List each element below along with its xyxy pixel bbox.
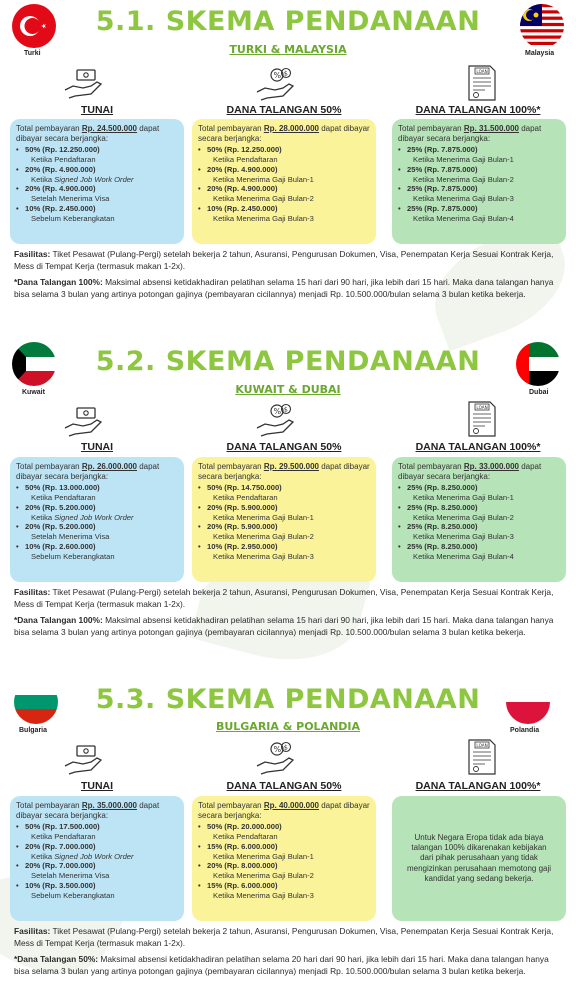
installment-desc: Ketika Menerima Gaji Bulan-2: [213, 532, 314, 542]
installment-amount: • 25% (Rp. 8.250.000): [398, 522, 560, 532]
column-title-dana-100: DANA TALANGAN 100%*: [415, 104, 541, 116]
installment-amount: • 20% (Rp. 4.900.000): [198, 165, 370, 175]
svg-text:LOAN: LOAN: [476, 69, 488, 74]
facilities-note: Fasilitas: Tiket Pesawat (Pulang-Pergi) setelah bekerja 2 tahun, Asuransi, Pengurusan Dokumen, Visa, Penempatan Kerja Sesuai Kontrak Kerja, Mess di Tempat Kerja (termasuk makan 1-2x).: [14, 926, 554, 949]
installment-amount: • 50% (Rp. 12.250.000): [16, 145, 178, 155]
column-title-tunai: TUNAI: [80, 441, 114, 453]
flag-label: Kuwait: [22, 389, 45, 396]
installment-desc: Ketika Menerima Gaji Bulan-1: [413, 155, 514, 165]
section-title: 5.3. SKEMA PENDANAAN: [95, 684, 481, 715]
installment-amount: • 10% (Rp. 2.450.000): [16, 204, 178, 214]
installment-desc: Ketika Menerima Gaji Bulan-2: [413, 512, 514, 522]
installment-desc: Ketika Signed Job Work Order: [31, 174, 134, 184]
installment-amount: • 50% (Rp. 13.000.000): [16, 483, 178, 493]
installment-amount: • 20% (Rp. 4.900.000): [198, 184, 370, 194]
column-title-dana-50: DANA TALANGAN 50%: [226, 780, 342, 792]
installment-desc: Setelah Menerima Visa: [31, 532, 110, 542]
installment-desc: Ketika Pendaftaran: [213, 155, 278, 165]
installment-desc: Setelah Menerima Visa: [31, 871, 110, 881]
section-subtitle: KUWAIT & DUBAI: [235, 383, 341, 396]
installment-desc: Ketika Menerima Gaji Bulan-3: [213, 551, 314, 561]
hand-percent-icon: [255, 66, 299, 102]
svg-text:%: %: [273, 71, 282, 80]
installment-amount: • 50% (Rp. 17.500.000): [16, 822, 178, 832]
installment-desc: Ketika Pendaftaran: [31, 832, 96, 842]
installment-desc: Sebelum Keberangkatan: [31, 890, 115, 900]
column-title-tunai: TUNAI: [80, 104, 114, 116]
flag-label: Dubai: [529, 389, 549, 396]
facilities-note: Fasilitas: Tiket Pesawat (Pulang-Pergi) setelah bekerja 2 tahun, Asuransi, Pengurusan Dokumen, Visa, Penempatan Kerja Sesuai Kontrak Kerja, Mess di Tempat Kerja (termasuk makan 1-2x).: [14, 249, 554, 272]
installment-desc: Ketika Pendaftaran: [213, 832, 278, 842]
installment-desc: Ketika Pendaftaran: [31, 493, 96, 503]
section-subtitle: BULGARIA & POLANDIA: [215, 720, 361, 733]
hand-money-icon: [63, 744, 105, 776]
flag-label: Bulgaria: [19, 727, 48, 734]
installment-amount: • 15% (Rp. 6.000.000): [198, 881, 370, 891]
installment-amount: • 25% (Rp. 8.250.000): [398, 503, 560, 513]
installment-amount: • 20% (Rp. 7.000.000): [16, 861, 178, 871]
installment-desc: Ketika Pendaftaran: [213, 493, 278, 503]
installment-desc: Ketika Menerima Gaji Bulan-1: [213, 512, 314, 522]
installment-amount: • 50% (Rp. 20.000.000): [198, 822, 370, 832]
svg-text:$: $: [283, 405, 288, 414]
installment-amount: • 20% (Rp. 7.000.000): [16, 842, 178, 852]
payment-box-dana-50: Total pembayaran Rp. 40.000.000 dapat dibayar secara berjangka: • 50% (Rp. 20.000.000) Ketika Pendaftaran • 15% (Rp. 6.000.000) Ketika Menerima Gaji Bulan-1 • 20% (Rp. 8.000.000) Ketika Menerima Gaji Bulan-2 • 15% (Rp. 6.000.000) Ketika Menerima Gaji Bulan-3: [192, 796, 376, 921]
installment-desc: Ketika Menerima Gaji Bulan-3: [213, 213, 314, 223]
installment-amount: • 10% (Rp. 2.950.000): [198, 542, 370, 552]
installment-desc: Ketika Menerima Gaji Bulan-3: [413, 532, 514, 542]
flag-label: Malaysia: [525, 50, 555, 57]
svg-text:$: $: [283, 743, 288, 752]
payment-box-tunai: Total pembayaran Rp. 26.000.000 dapat dibayar secara berjangka: • 50% (Rp. 13.000.000) Ketika Pendaftaran • 20% (Rp. 5.200.000) Ketika Signed Job Work Order • 20% (Rp. 5.200.000) Setelah Menerima Visa • 10% (Rp. 2.600.000) Sebelum Keberangkatan: [10, 457, 184, 582]
installment-amount: • 50% (Rp. 12.250.000): [198, 145, 370, 155]
installment-desc: Sebelum Keberangkatan: [31, 551, 115, 561]
column-title-dana-50: DANA TALANGAN 50%: [226, 104, 342, 116]
hand-percent-icon: [255, 402, 299, 438]
installment-desc: Ketika Menerima Gaji Bulan-1: [413, 493, 514, 503]
installment-desc: Ketika Menerima Gaji Bulan-2: [213, 194, 314, 204]
installment-amount: • 20% (Rp. 5.900.000): [198, 503, 370, 513]
installment-desc: Ketika Menerima Gaji Bulan-2: [213, 871, 314, 881]
dana-talangan-note: *Dana Talangan 100%: Maksimal absensi ketidakhadiran pelatihan selama 15 hari dari 90 hari, jika lebih dari 15 hari. Maka dana talangan hanya bisa selama 3 bulan yang artinya potongan gajinya (pembayaran cicilannya) menjadi Rp. 10.500.000/bulan selama 3 bulan ketika bekerja.: [14, 277, 554, 300]
installment-desc: Ketika Menerima Gaji Bulan-2: [413, 174, 514, 184]
installment-desc: Ketika Menerima Gaji Bulan-3: [413, 194, 514, 204]
installment-desc: Ketika Signed Job Work Order: [31, 512, 134, 522]
section-subtitle: TURKI & MALAYSIA: [229, 43, 347, 56]
installment-amount: • 10% (Rp. 2.450.000): [198, 204, 370, 214]
installment-desc: Ketika Menerima Gaji Bulan-1: [213, 174, 314, 184]
column-title-dana-50: DANA TALANGAN 50%: [226, 441, 342, 453]
installment-desc: Sebelum Keberangkatan: [31, 213, 115, 223]
installment-amount: • 10% (Rp. 2.600.000): [16, 542, 178, 552]
section-title: 5.1. SKEMA PENDANAAN: [95, 6, 481, 37]
installment-amount: • 25% (Rp. 7.875.000): [398, 184, 560, 194]
payment-box-dana-50: Total pembayaran Rp. 29.500.000 dapat dibayar secara berjangka: • 50% (Rp. 14.750.000) Ketika Pendaftaran • 20% (Rp. 5.900.000) Ketika Menerima Gaji Bulan-1 • 20% (Rp. 5.900.000) Ketika Menerima Gaji Bulan-2 • 10% (Rp. 2.950.000) Ketika Menerima Gaji Bulan-3: [192, 457, 376, 582]
installment-amount: • 10% (Rp. 3.500.000): [16, 881, 178, 891]
installment-desc: Ketika Menerima Gaji Bulan-3: [213, 890, 314, 900]
installment-amount: • 20% (Rp. 4.900.000): [16, 184, 178, 194]
hand-money-icon: [63, 406, 105, 438]
installment-desc: Ketika Menerima Gaji Bulan-4: [413, 551, 514, 561]
installment-desc: Ketika Menerima Gaji Bulan-1: [213, 851, 314, 861]
loan-document-icon: [466, 738, 498, 776]
installment-amount: • 25% (Rp. 8.250.000): [398, 542, 560, 552]
dana-talangan-note: *Dana Talangan 100%: Maksimal absensi ketidakhadiran pelatihan selama 15 hari dari 90 hari, jika lebih dari 15 hari. Maka dana talangan hanya bisa selama 3 bulan yang artinya potongan gajinya (pembayaran cicilannya) menjadi Rp. 10.500.000/bulan selama 3 bulan ketika bekerja.: [14, 615, 554, 638]
installment-amount: • 20% (Rp. 5.900.000): [198, 522, 370, 532]
installment-amount: • 20% (Rp. 5.200.000): [16, 522, 178, 532]
facilities-note: Fasilitas: Tiket Pesawat (Pulang-Pergi) setelah bekerja 2 tahun, Asuransi, Pengurusan Dokumen, Visa, Penempatan Kerja Sesuai Kontrak Kerja, Mess di Tempat Kerja (termasuk makan 1-2x).: [14, 587, 554, 610]
installment-desc: Ketika Menerima Gaji Bulan-4: [413, 213, 514, 223]
installment-desc: Setelah Menerima Visa: [31, 194, 110, 204]
column-title-tunai: TUNAI: [80, 780, 114, 792]
installment-amount: • 20% (Rp. 4.900.000): [16, 165, 178, 175]
svg-text:LOAN: LOAN: [476, 405, 488, 410]
flag-label: Turki: [24, 50, 41, 57]
installment-amount: • 25% (Rp. 7.875.000): [398, 204, 560, 214]
installment-desc: Ketika Signed Job Work Order: [31, 851, 134, 861]
dana-talangan-note: *Dana Talangan 50%: Maksimal absensi ketidakhadiran pelatihan selama 20 hari dari 90 hari, jika lebih dari 15 hari. Maka dana talangan hanya bisa selama 3 bulan yang artinya potongan gajinya (pembayaran cicilannya) menjadi Rp. 10.500.000/bulan selama 3 bulan ketika bekerja.: [14, 954, 549, 977]
installment-desc: Ketika Pendaftaran: [31, 155, 96, 165]
installment-amount: • 15% (Rp. 6.000.000): [198, 842, 370, 852]
column-title-dana-100: DANA TALANGAN 100%*: [415, 441, 541, 453]
svg-text:LOAN: LOAN: [476, 743, 488, 748]
payment-box-dana-100-unavailable: Untuk Negara Eropa tidak ada biaya talangan 100% dikarenakan kebijakan dari pihak perusahaan yang tidak mengizinkan perusahaan memotong gaji kandidat yang sedang bekerja.: [392, 796, 566, 921]
payment-box-dana-50: Total pembayaran Rp. 28.000.000 dapat dibayar secara berjangka: • 50% (Rp. 12.250.000) Ketika Pendaftaran • 20% (Rp. 4.900.000) Ketika Menerima Gaji Bulan-1 • 20% (Rp. 4.900.000) Ketika Menerima Gaji Bulan-2 • 10% (Rp. 2.450.000) Ketika Menerima Gaji Bulan-3: [192, 119, 376, 244]
payment-box-dana-100: Total pembayaran Rp. 31.500.000 dapat dibayar secara berjangka: • 25% (Rp. 7.875.000) Ketika Menerima Gaji Bulan-1 • 25% (Rp. 7.875.000) Ketika Menerima Gaji Bulan-2 • 25% (Rp. 7.875.000) Ketika Menerima Gaji Bulan-3 • 25% (Rp. 7.875.000) Ketika Menerima Gaji Bulan-4: [392, 119, 566, 244]
payment-box-dana-100: Total pembayaran Rp. 33.000.000 dapat dibayar secara berjangka: • 25% (Rp. 8.250.000) Ketika Menerima Gaji Bulan-1 • 25% (Rp. 8.250.000) Ketika Menerima Gaji Bulan-2 • 25% (Rp. 8.250.000) Ketika Menerima Gaji Bulan-3 • 25% (Rp. 8.250.000) Ketika Menerima Gaji Bulan-4: [392, 457, 566, 582]
section-title: 5.2. SKEMA PENDANAAN: [95, 346, 481, 377]
column-title-dana-100: DANA TALANGAN 100%*: [415, 780, 541, 792]
svg-text:%: %: [273, 407, 282, 416]
payment-box-tunai: Total pembayaran Rp. 35.000.000 dapat dibayar secara berjangka: • 50% (Rp. 17.500.000) Ketika Pendaftaran • 20% (Rp. 7.000.000) Ketika Signed Job Work Order • 20% (Rp. 7.000.000) Setelah Menerima Visa • 10% (Rp. 3.500.000) Sebelum Keberangkatan: [10, 796, 184, 921]
svg-text:$: $: [283, 69, 288, 78]
installment-amount: • 20% (Rp. 8.000.000): [198, 861, 370, 871]
installment-amount: • 50% (Rp. 14.750.000): [198, 483, 370, 493]
installment-amount: • 20% (Rp. 5.200.000): [16, 503, 178, 513]
hand-money-icon: [63, 68, 105, 100]
payment-box-tunai: Total pembayaran Rp. 24.500.000 dapat dibayar secara berjangka: • 50% (Rp. 12.250.000) Ketika Pendaftaran • 20% (Rp. 4.900.000) Ketika Signed Job Work Order • 20% (Rp. 4.900.000) Setelah Menerima Visa • 10% (Rp. 2.450.000) Sebelum Keberangkatan: [10, 119, 184, 244]
installment-amount: • 25% (Rp. 8.250.000): [398, 483, 560, 493]
hand-percent-icon: [255, 740, 299, 776]
svg-text:%: %: [273, 745, 282, 754]
loan-document-icon: [466, 64, 498, 102]
flag-label: Polandia: [510, 727, 540, 734]
installment-amount: • 25% (Rp. 7.875.000): [398, 145, 560, 155]
loan-document-icon: [466, 400, 498, 438]
installment-amount: • 25% (Rp. 7.875.000): [398, 165, 560, 175]
